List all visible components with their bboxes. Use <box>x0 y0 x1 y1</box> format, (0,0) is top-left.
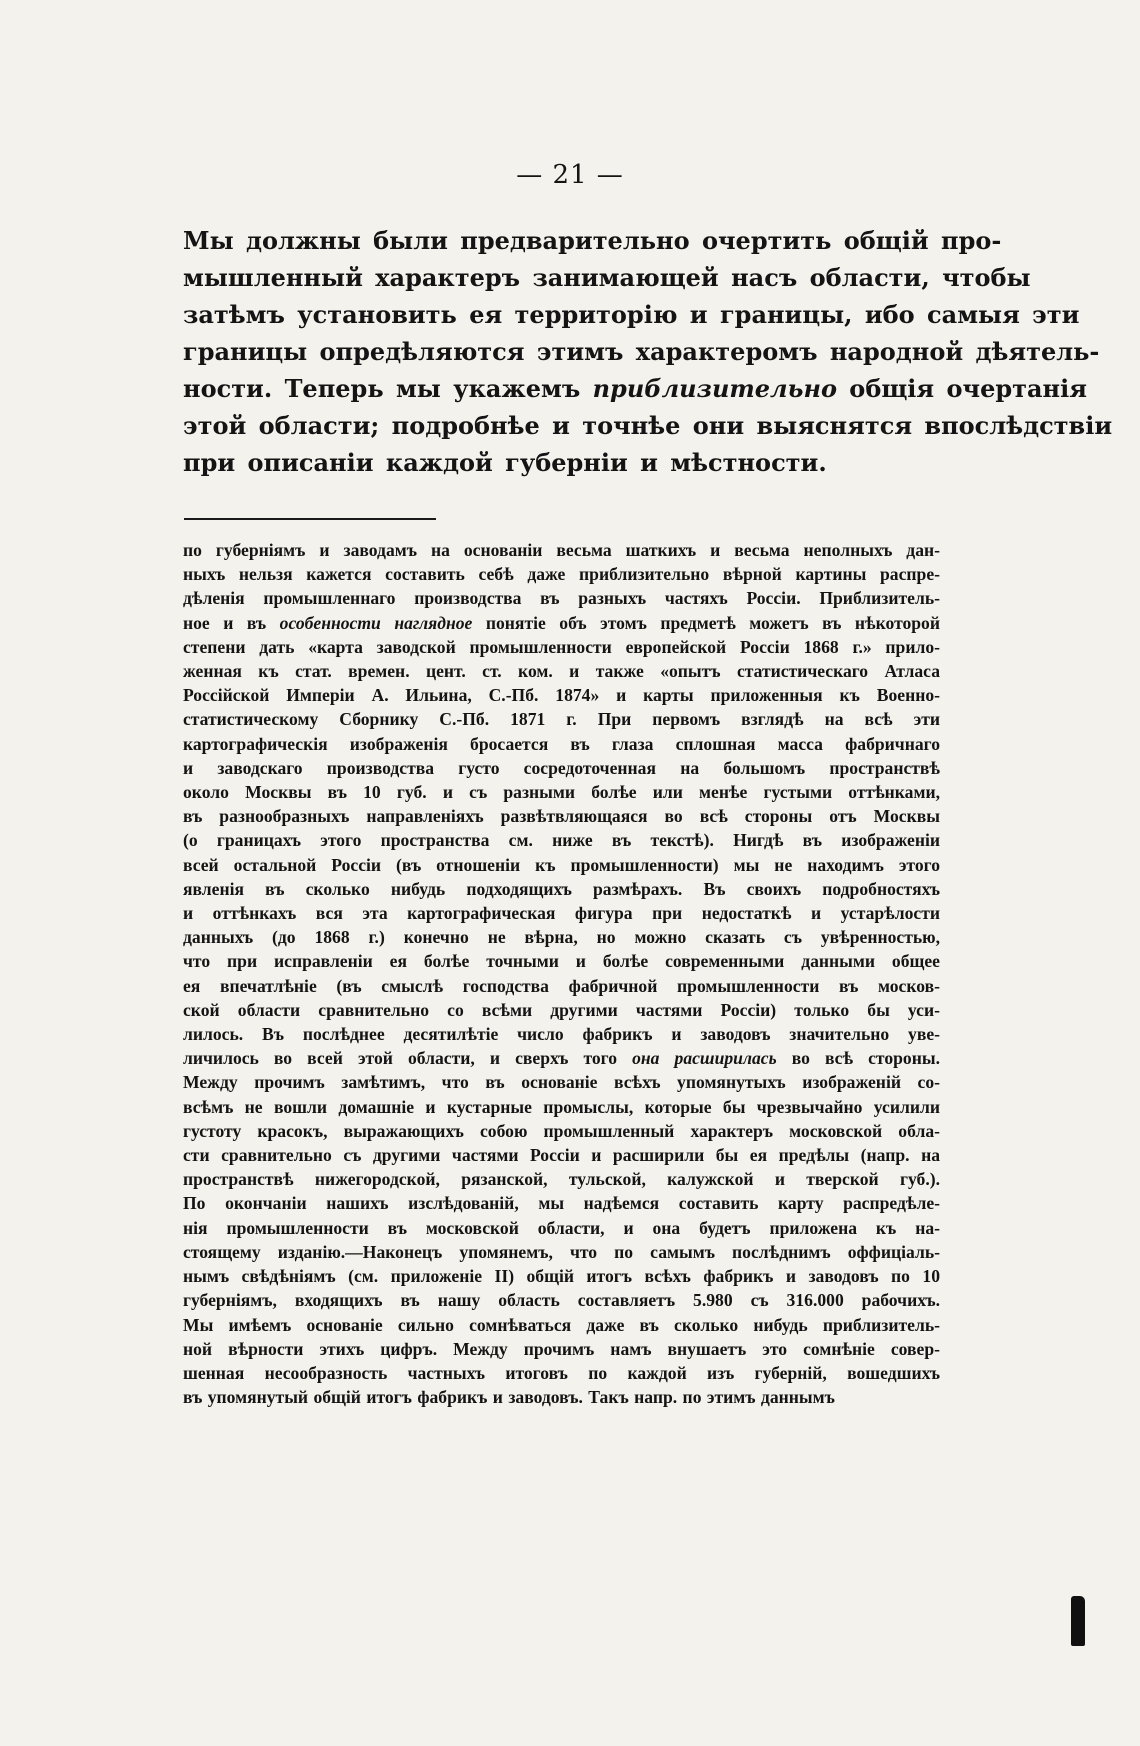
footnote-line: въ упомянутый общій итогъ фабрикъ и заводовъ. Такъ напр. по этимъ даннымъ <box>183 1387 835 1408</box>
footnote-line: по губерніямъ и заводамъ на основаніи весьма шаткихъ и весьма неполныхъ дан- <box>183 540 940 560</box>
footnote-line: Мы имѣемъ основаніе сильно сомнѣваться даже въ сколько нибудь приблизитель- <box>183 1314 940 1335</box>
footnote-line: около Москвы въ 10 губ. и съ разными болѣе или менѣе густыми оттѣнками, <box>183 782 940 803</box>
footnote-line: и заводскаго производства густо сосредоточенная на большомъ пространствѣ <box>183 757 940 778</box>
footnote-line: ной вѣрности этихъ цифръ. Между прочимъ намъ внушаетъ это сомнѣніе совер- <box>183 1338 940 1359</box>
main-paragraph-line: при описаніи каждой губерніи и мѣстности. <box>183 448 827 477</box>
footnote-line: личилось во всей этой области, и сверхъ того она расширилась во всѣ стороны. <box>183 1048 940 1069</box>
main-paragraph-line: границы опредѣляются этимъ характеромъ народной дѣятель- <box>183 337 1100 366</box>
footnote-line: ныхъ нельзя кажется составить себѣ даже приблизительно вѣрной картины распре- <box>183 564 940 585</box>
footnote-line: статистическому Сборнику С.-Пб. 1871 г. При первомъ взглядѣ на всѣ эти <box>183 709 940 730</box>
footnote-line: ное и въ особенности наглядное понятіе объ этомъ предметѣ можетъ въ нѣкоторой <box>183 612 940 633</box>
footnote-line: и оттѣнкахъ вся эта картографическая фигура при недостаткѣ и устарѣлости <box>183 903 940 924</box>
footnote-line: Россійской Имперіи А. Ильина, С.-Пб. 1874» и карты приложенныя къ Военно- <box>183 685 940 706</box>
main-paragraph-line: мышленный характеръ занимающей насъ области, чтобы <box>183 263 1031 292</box>
footnote <box>183 538 940 1409</box>
footnote-line: что при исправленіи ея болѣе точными и болѣе современными данными общее <box>183 951 940 972</box>
footnote-line: всѣмъ не вошли домашніе и кустарные промыслы, которые бы чрезвычайно усилили <box>183 1096 940 1117</box>
footnote-line: ея впечатлѣніе (въ смыслѣ господства фабричной промышленности въ москов- <box>183 975 940 996</box>
footnote-line: шенная несообразность частныхъ итоговъ по каждой изъ губерній, вошедшихъ <box>183 1362 940 1383</box>
footnote-line: степени дать «карта заводской промышленности европейской Россіи 1868 г.» прило- <box>183 636 940 657</box>
margin-mark <box>1071 1596 1085 1646</box>
footnote-line: сти сравнительно съ другими частями Россіи и расширили бы ея предѣлы (напр. на <box>183 1145 940 1166</box>
footnote-line: данныхъ (до 1868 г.) конечно не вѣрна, но можно сказать съ увѣренностью, <box>183 927 940 948</box>
footnote-rule <box>184 518 436 520</box>
footnote-line: въ разнообразныхъ направленіяхъ развѣтвляющаяся во всѣ стороны отъ Москвы <box>183 806 940 827</box>
footnote-line: нымъ свѣдѣніямъ (см. приложеніе II) общій итогъ всѣхъ фабрикъ и заводовъ по 10 <box>183 1266 940 1287</box>
footnote-line: густоту красокъ, выражающихъ собою промышленный характеръ московской обла- <box>183 1120 940 1141</box>
main-paragraph <box>183 222 1113 481</box>
footnote-line: пространствѣ нижегородской, рязанской, тульской, калужской и тверской губ.). <box>183 1169 940 1190</box>
main-paragraph-text <box>183 222 1113 481</box>
footnote-line: дѣленія промышленнаго производства въ разныхъ частяхъ Россіи. Приблизитель- <box>183 588 940 609</box>
footnote-line: лилось. Въ послѣднее десятилѣтіе число фабрикъ и заводовъ значительно уве- <box>183 1024 940 1045</box>
footnote-line: стоящему изданію.—Наконецъ упомянемъ, что по самымъ послѣднимъ оффиціаль- <box>183 1241 940 1262</box>
emphasis-text: особенности наглядное <box>279 612 473 633</box>
footnote-line: губерніямъ, входящихъ въ нашу область составляетъ 5.980 съ 316.000 рабочихъ. <box>183 1290 940 1311</box>
main-paragraph-line: ности. Теперь мы укажемъ приблизительно общія очертанія <box>183 374 1087 403</box>
main-paragraph-line: этой области; подробнѣе и точнѣе они выяснятся впослѣдствіи <box>183 411 1113 440</box>
main-paragraph-line: Мы должны были предварительно очертить общій про- <box>183 226 1002 255</box>
footnote-line: нія промышленности въ московской области, и она будетъ приложена къ на- <box>183 1217 940 1238</box>
footnote-line: всей остальной Россіи (въ отношеніи къ промышленности) мы не находимъ этого <box>183 854 940 875</box>
footnote-line: женная къ стат. времен. цент. ст. ком. и также «опытъ статистическаго Атласа <box>183 661 940 682</box>
main-paragraph-line: затѣмъ установить ея территорію и границы, ибо самыя эти <box>183 300 1080 329</box>
emphasis-text: приблизительно <box>592 374 837 403</box>
page-number: — 21 — <box>516 160 624 190</box>
footnote-line: (о границахъ этого пространства см. ниже въ текстѣ). Нигдѣ въ изображеніи <box>183 830 940 851</box>
footnote-line: Между прочимъ замѣтимъ, что въ основаніе всѣхъ упомянутыхъ изображеній со- <box>183 1072 940 1093</box>
footnote-line: По окончаніи нашихъ изслѣдованій, мы надѣемся составить карту распредѣле- <box>183 1193 940 1214</box>
emphasis-text: она расширилась <box>632 1048 777 1069</box>
footnote-line: явленія въ сколько нибудь подходящихъ размѣрахъ. Въ своихъ подробностяхъ <box>183 878 940 899</box>
footnote-line: картографическія изображенія бросается въ глаза сплошная масса фабричнаго <box>183 733 940 754</box>
footnote-line: ской области сравнительно со всѣми другими частями Россіи) только бы уси- <box>183 999 940 1020</box>
